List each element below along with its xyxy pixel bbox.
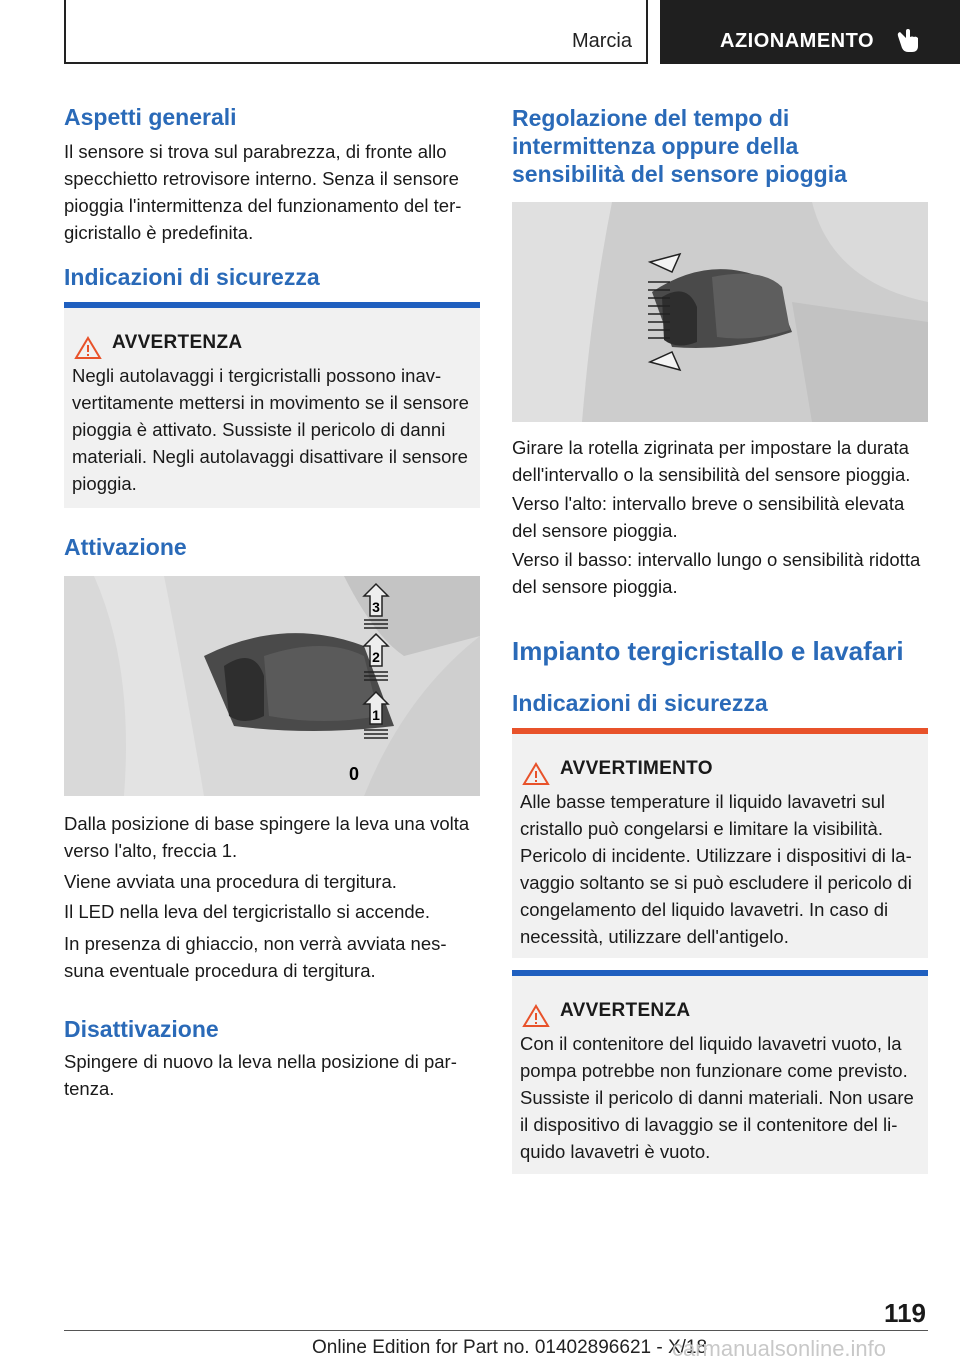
warning-box-avvertimento [512, 728, 928, 958]
section-heading-sicurezza-right: Indicazioni di sicurezza [512, 690, 768, 716]
warning-bar [64, 302, 480, 308]
warning-box-avvertenza [64, 302, 480, 508]
header-chapter-tab [660, 0, 960, 64]
header-chapter-title: AZIONAMENTO [720, 30, 875, 52]
arrow-label-1: 1 [372, 707, 380, 723]
footer-divider [64, 1330, 928, 1331]
warning-bar [512, 970, 928, 976]
warning-body: Con il contenitore del liquido lavavetri vuoto, la pompa potrebbe non funzionare come previsto. Sussiste il pericolo di danni materiali. Non usare il dispositivo di lavaggio se il contenitore del liquido lavavetri è vuoto. [520, 1033, 914, 1162]
paragraph-aspetti: Il sensore si trova sul parabrezza, di fronte allo specchietto retrovisore interno. Senza il sensore pioggia l'intermittenza del funzionamento del tergicristallo è predefinita. [64, 141, 462, 243]
page-number: 119 [884, 1298, 926, 1328]
warning-box-avvertenza-2 [512, 970, 928, 1174]
paragraph-attivazione-3: Il LED nella leva del tergicristallo si accende. [64, 901, 431, 922]
warning-body: Alle basse temperature il liquido lavavetri sul cristallo può congelarsi e limitare la visibilità. Pericolo di incidente. Utilizzare i dispositivi di lavaggio soltanto se si può escludere il pericolo di congelamento del liquido lavavetri. In caso di necessità, utilizzare dell'antigelo. [520, 791, 912, 947]
warning-title: AVVERTIMENTO [560, 758, 713, 779]
arrow-label-3: 3 [372, 599, 380, 615]
warning-title: AVVERTENZA [560, 1000, 691, 1021]
paragraph-regolazione-2: Verso l'alto: intervallo breve o sensibilità elevata del sensore pioggia. [512, 493, 905, 541]
wiper-knurled-wheel-image [512, 202, 928, 422]
warning-triangle-icon [522, 762, 550, 786]
pointing-hand-icon [896, 26, 922, 54]
section-heading-sicurezza: Indicazioni di sicurezza [64, 264, 320, 290]
paragraph-attivazione-2: Viene avviata una procedura di tergitura. [64, 871, 397, 892]
paragraph-regolazione-3: Verso il basso: intervallo lungo o sensibilità ridotta del sensore pioggia. [512, 549, 921, 597]
edition-text: Online Edition for Part no. 01402896621 - X/18 [312, 1337, 708, 1358]
section-heading-attivazione: Attivazione [64, 534, 187, 560]
header-section-box [64, 0, 648, 64]
arrow-label-0: 0 [348, 764, 360, 784]
section-heading-regolazione: Regolazione del tempo di intermittenza oppure della sensibilità del sensore pioggia [512, 105, 847, 187]
warning-triangle-icon [74, 336, 102, 360]
chapter-heading-impianto: Impianto tergicristallo e lavafari [512, 636, 904, 666]
watermark: carmanualsonline.info [672, 1336, 887, 1361]
arrow-label-2: 2 [372, 649, 380, 665]
warning-bar [512, 728, 928, 734]
paragraph-attivazione-4: In presenza di ghiaccio, non verrà avviata nessuna eventuale procedura di tergitura. [64, 933, 447, 981]
section-heading-aspetti: Aspetti generali [64, 104, 237, 130]
section-heading-disattivazione: Disattivazione [64, 1016, 219, 1042]
header-section-title: Marcia [571, 30, 632, 52]
wiper-lever-activation-image [64, 576, 480, 796]
paragraph-disattivazione: Spingere di nuovo la leva nella posizione di partenza. [64, 1051, 457, 1099]
paragraph-regolazione-1: Girare la rotella zigrinata per impostare la durata dell'intervallo o la sensibilità del sensore pioggia. [512, 437, 911, 485]
warning-triangle-icon [522, 1004, 550, 1028]
paragraph-attivazione-1: Dalla posizione di base spingere la leva una volta verso l'alto, freccia 1. [64, 813, 470, 861]
warning-title: AVVERTENZA [112, 332, 243, 353]
warning-body: Negli autolavaggi i tergicristalli possono inavvertitamente mettersi in movimento se il sensore pioggia è attivato. Sussiste il pericolo di danni materiali. Negli autolavaggi disattivare il sensore pioggia. [72, 365, 469, 494]
